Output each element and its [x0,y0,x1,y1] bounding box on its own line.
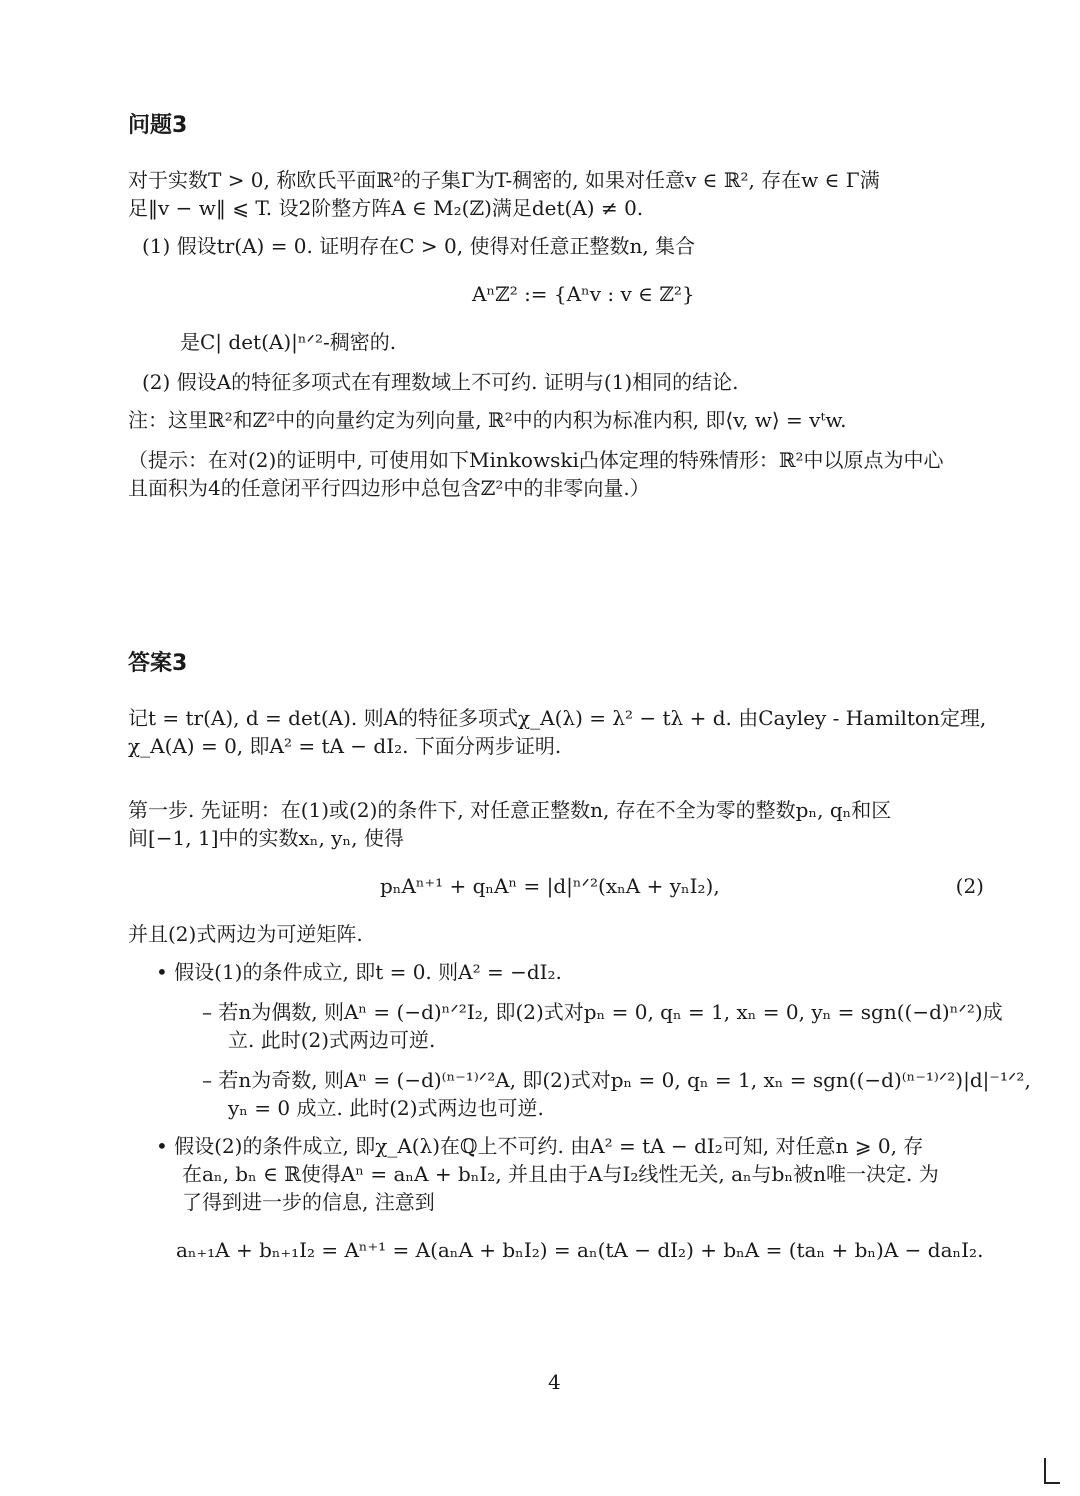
answer-heading: 答案3 [128,651,188,676]
dash-odd-line-2: yₙ = 0 成立. 此时(2)式两边也可逆. [228,1096,544,1120]
answer-intro-line-1: 记t = tr(A), d = det(A). 则A的特征多项式χ_A(λ) = λ² − tλ + d. 由Cayley - Hamilton定理, [128,706,987,730]
page-number: 4 [548,1370,561,1394]
step1-line-3: 并且(2)式两边为可逆矩阵. [128,922,363,946]
problem-part2-line: (2) 假设A的特征多项式在有理数域上不可约. 证明与(1)相同的结论. [142,370,739,394]
dash-even-line-1: – 若n为偶数, 则Aⁿ = (−d)ⁿᐟ²I₂, 即(2)式对pₙ = 0, qₙ = 1, xₙ = 0, yₙ = sgn((−d)ⁿᐟ²)成 [202,1000,1003,1024]
problem-hint-line-2: 且面积为4的任意闭平行四边形中总包含ℤ²中的非零向量.） [128,476,650,500]
problem-heading: 问题3 [128,113,188,138]
problem-part1-conclusion: 是C| det(A)|ⁿᐟ²-稠密的. [180,330,397,354]
problem-intro-line-2: 足‖v − w‖ ⩽ T. 设2阶整方阵A ∈ M₂(ℤ)满足det(A) ≠ 0. [128,196,644,220]
bullet-case-2-line-3: 了得到进一步的信息, 注意到 [182,1190,435,1214]
bullet-case-2-line-2: 在aₙ, bₙ ∈ ℝ使得Aⁿ = aₙA + bₙI₂, 并且由于A与I₂线性无关, aₙ与bₙ被n唯一决定. 为 [182,1162,939,1186]
problem-hint-line-1: （提示：在对(2)的证明中, 可使用如下Minkowski凸体定理的特殊情形：ℝ²中以原点为中心 [128,448,944,472]
answer-intro-line-2: χ_A(A) = 0, 即A² = tA − dI₂. 下面分两步证明. [128,734,562,758]
equation-2: pₙAⁿ⁺¹ + qₙAⁿ = |d|ⁿᐟ²(xₙA + yₙI₂), [380,874,720,898]
corner-mark [1044,1458,1060,1484]
problem-intro-line-1: 对于实数T > 0, 称欧氏平面ℝ²的子集Γ为T-稠密的, 如果对任意v ∈ ℝ², 存在w ∈ Γ满 [128,168,880,192]
step1-line-1: 第一步. 先证明：在(1)或(2)的条件下, 对任意正整数n, 存在不全为零的整数pₙ, qₙ和区 [128,798,892,822]
problem-part1-line: (1) 假设tr(A) = 0. 证明存在C > 0, 使得对任意正整数n, 集合 [142,234,696,258]
problem-part1-formula: Aⁿℤ² := {Aⁿv : v ∈ ℤ²} [472,282,695,306]
equation-2-tag: (2) [955,874,984,898]
step1-line-2: 间[−1, 1]中的实数xₙ, yₙ, 使得 [128,826,404,850]
bullet-case-1: • 假设(1)的条件成立, 即t = 0. 则A² = −dI₂. [156,960,562,984]
bullet-case-2-line-1: • 假设(2)的条件成立, 即χ_A(λ)在ℚ上不可约. 由A² = tA − dI₂可知, 对任意n ⩾ 0, 存 [156,1134,924,1158]
dash-even-line-2: 立. 此时(2)式两边可逆. [228,1028,436,1052]
equation-recurrence: aₙ₊₁A + bₙ₊₁I₂ = Aⁿ⁺¹ = A(aₙA + bₙI₂) = aₙ(tA − dI₂) + bₙA = (taₙ + bₙ)A − daₙI₂. [176,1238,984,1262]
problem-note: 注：这里ℝ²和ℤ²中的向量约定为列向量, ℝ²中的内积为标准内积, 即⟨v, w⟩ = vᵗw. [128,408,847,432]
dash-odd-line-1: – 若n为奇数, 则Aⁿ = (−d)⁽ⁿ⁻¹⁾ᐟ²A, 即(2)式对pₙ = 0, qₙ = 1, xₙ = sgn((−d)⁽ⁿ⁻¹⁾ᐟ²)|d|⁻¹ᐟ², [202,1068,1031,1092]
